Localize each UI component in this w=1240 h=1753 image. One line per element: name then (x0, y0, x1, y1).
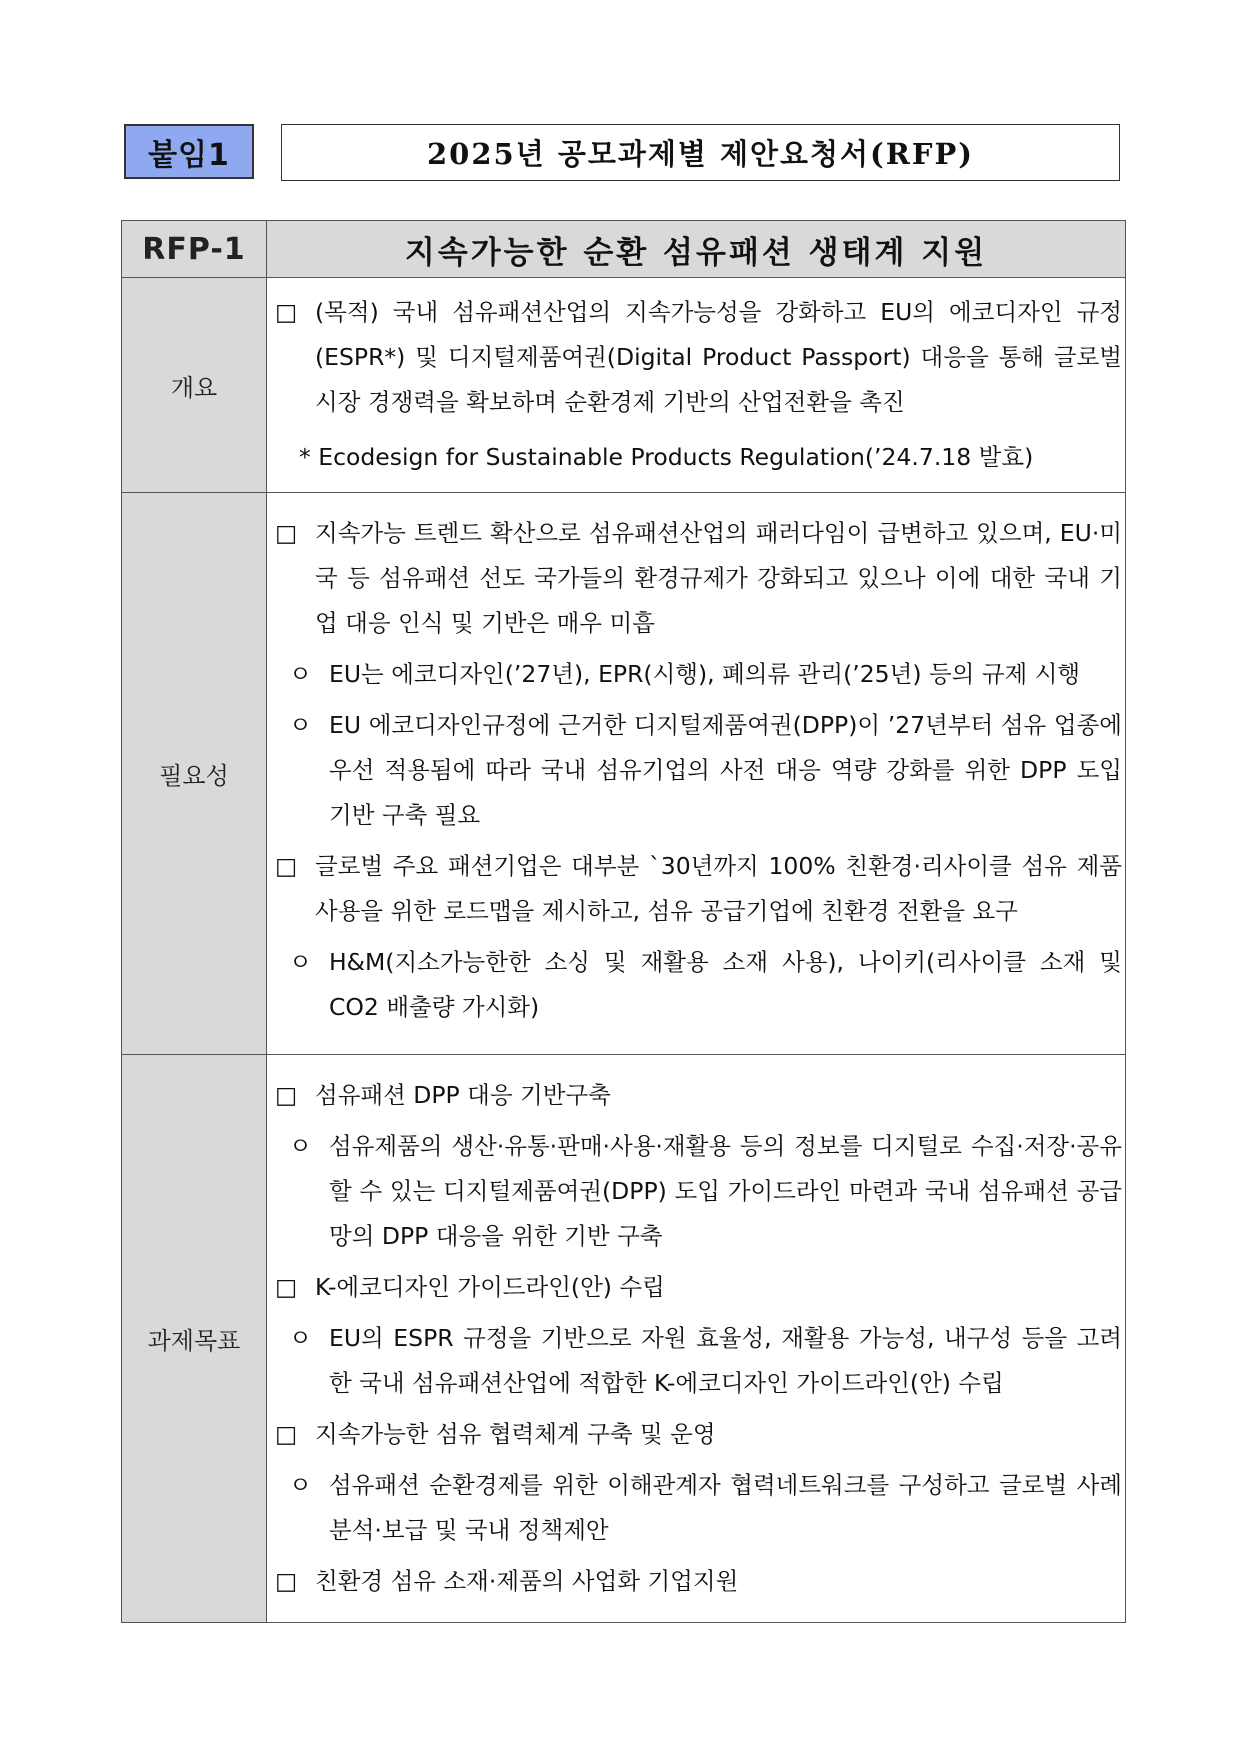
bullet-text: 섬유패션 순환경제를 위한 이해관계자 협력네트워크를 구성하고 글로벌 사례분석·보급 및 국내 정책제안 (329, 1471, 1122, 1544)
section-label-goals: 과제목표 (122, 1055, 267, 1623)
rfp-id: RFP-1 (122, 221, 267, 278)
circle-marker: ㅇ (289, 711, 312, 739)
section-goals (122, 1055, 1126, 1623)
rfp-header-row (122, 221, 1126, 278)
section-necessity (122, 493, 1126, 1055)
circle-bullet (275, 1124, 1122, 1259)
circle-marker: ㅇ (289, 1132, 312, 1160)
checkbox-marker: □ (275, 1567, 298, 1595)
checkbox-marker: □ (275, 1273, 298, 1301)
circle-marker: ㅇ (289, 1324, 312, 1352)
checkbox-marker: □ (275, 1081, 298, 1109)
section-content-goals (267, 1055, 1126, 1623)
bullet-text: EU의 ESPR 규정을 기반으로 자원 효율성, 재활용 가능성, 내구성 등을 고려한 국내 섬유패션산업에 적합한 K-에코디자인 가이드라인(안) 수립 (329, 1324, 1122, 1397)
section-content-necessity (267, 493, 1126, 1055)
rfp-table (121, 220, 1126, 1623)
checkbox-marker: □ (275, 1420, 298, 1448)
bullet-text: EU는 에코디자인(’27년), EPR(시행), 폐의류 관리(’25년) 등의 규제 시행 (329, 660, 1081, 688)
box-bullet (275, 1073, 1122, 1118)
box-bullet (275, 1265, 1122, 1310)
box-bullet (275, 1412, 1122, 1457)
bullet-text: K-에코디자인 가이드라인(안) 수립 (315, 1273, 665, 1301)
circle-bullet (275, 940, 1122, 1030)
circle-bullet (275, 1316, 1122, 1406)
circle-marker: ㅇ (289, 1471, 312, 1499)
checkbox-marker: □ (275, 298, 298, 326)
bullet-text: 섬유패션 DPP 대응 기반구축 (315, 1081, 611, 1109)
document-title: 2025년 공모과제별 제안요청서(RFP) (281, 124, 1120, 181)
box-bullet (275, 844, 1122, 934)
bullet-text: (목적) 국내 섬유패션산업의 지속가능성을 강화하고 EU의 에코디자인 규정(ESPR*) 및 디지털제품여권(Digital Product Passport) 대응을 통해 글로벌 시장 경쟁력을 확보하며 순환경제 기반의 산업전환을 촉진 (315, 298, 1122, 416)
circle-bullet (275, 703, 1122, 838)
box-bullet (275, 511, 1122, 646)
bullet-text: EU 에코디자인규정에 근거한 디지털제품여권(DPP)이 ’27년부터 섬유 업종에 우선 적용됨에 따라 국내 섬유기업의 사전 대응 역량 강화를 위한 DPP 도입 기반 구축 필요 (329, 711, 1122, 829)
circle-bullet (275, 1463, 1122, 1553)
attachment-badge: 붙임1 (124, 124, 254, 179)
bullet-text: 지속가능한 섬유 협력체계 구축 및 운영 (315, 1420, 716, 1448)
circle-marker: ㅇ (289, 948, 312, 976)
box-bullet (275, 1559, 1122, 1604)
section-label-overview: 개요 (122, 278, 267, 493)
section-content-overview (267, 278, 1126, 493)
checkbox-marker: □ (275, 852, 298, 880)
bullet-text: 친환경 섬유 소재·제품의 사업화 기업지원 (315, 1567, 739, 1595)
bullet-text: 글로벌 주요 패션기업은 대부분 `30년까지 100% 친환경·리사이클 섬유 제품 사용을 위한 로드맵을 제시하고, 섬유 공급기업에 친환경 전환을 요구 (315, 852, 1122, 925)
section-label-necessity: 필요성 (122, 493, 267, 1055)
circle-bullet (275, 652, 1122, 697)
circle-marker: ㅇ (289, 660, 312, 688)
box-bullet (275, 290, 1122, 425)
footnote: * Ecodesign for Sustainable Products Regulation(’24.7.18 발효) (299, 443, 1034, 471)
bullet-text: H&M(지소가능한한 소싱 및 재활용 소재 사용), 나이키(리사이클 소재 및 CO2 배출량 가시화) (329, 948, 1122, 1021)
rfp-title: 지속가능한 순환 섬유패션 생태계 지원 (267, 221, 1126, 278)
bullet-text: 섬유제품의 생산·유통·판매·사용·재활용 등의 정보를 디지털로 수집·저장·공유할 수 있는 디지털제품여권(DPP) 도입 가이드라인 마련과 국내 섬유패션 공급망의 DPP 대응을 위한 기반 구축 (329, 1132, 1122, 1250)
checkbox-marker: □ (275, 519, 298, 547)
section-overview (122, 278, 1126, 493)
bullet-text: 지속가능 트렌드 확산으로 섬유패션산업의 패러다임이 급변하고 있으며, EU·미국 등 섬유패션 선도 국가들의 환경규제가 강화되고 있으나 이에 대한 국내 기업 대응 인식 및 기반은 매우 미흡 (315, 519, 1122, 637)
